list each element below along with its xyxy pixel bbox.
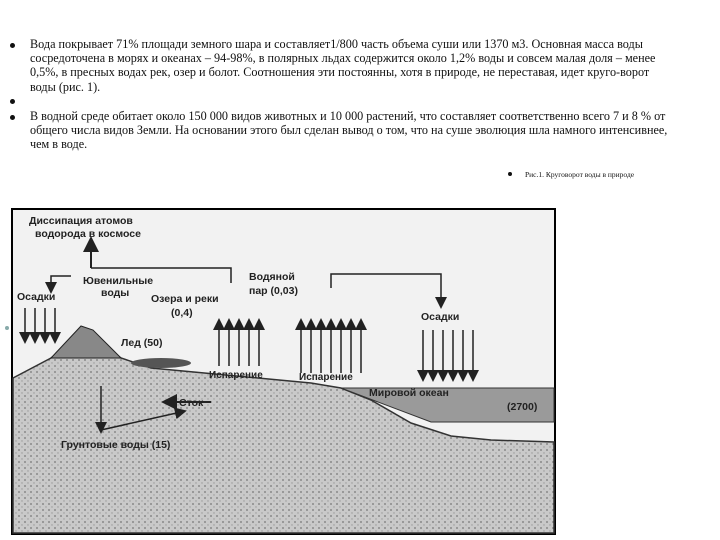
label-precip-left: Осадки	[17, 291, 56, 303]
label-lakes-1: Озера и реки	[151, 293, 219, 305]
paragraph-water-coverage: Вода покрывает 71% площади земного шара и составляет1/800 часть объема суши или 1370 м3. Основная масса воды сосредоточена в морях и океанах – 94-98%, в полярных льдах содержится около 1,2% воды и совсем малая доля – менее 0,5%, в пресных водах рек, озер и болот. Соотношения эти постоянны, хотя в природе, не переставая, идет круго-ворот воды (рис. 1).	[30, 37, 656, 94]
bullet-2	[10, 99, 15, 104]
label-juvenile-1: Ювенильные	[83, 275, 154, 287]
label-precip-right: Осадки	[421, 311, 460, 323]
bullet-caption	[508, 172, 512, 176]
bullet-4	[5, 326, 9, 330]
label-vapor-2: пар (0,03)	[249, 285, 298, 297]
bullet-1	[10, 43, 15, 48]
label-evap2: Испарение	[299, 372, 353, 383]
label-ocean: Мировой океан	[369, 387, 449, 399]
label-dissipation-1: Диссипация атомов	[29, 215, 133, 227]
water-cycle-figure	[11, 208, 556, 535]
label-vapor-1: Водяной	[249, 271, 295, 283]
water-cycle-diagram	[11, 208, 556, 535]
label-lakes-2: (0,4)	[171, 307, 193, 319]
paragraph-species: В водной среде обитает около 150 000 видов животных и 10 000 растений, что составляет соответственно всего 7 и 8 % от общего числа видов Земли. На основании этого был сделан вывод о том, что на суше эволюция шла намного интенсивнее, чем в воде.	[30, 109, 668, 152]
figure-caption: Рис.1. Круговорот воды в природе	[525, 170, 635, 179]
lake	[131, 358, 191, 368]
label-evap1: Испарение	[209, 370, 263, 381]
label-ocean-value: (2700)	[507, 401, 538, 413]
label-ice: Лед (50)	[121, 337, 163, 349]
label-groundwater: Грунтовые воды (15)	[61, 439, 171, 451]
label-juvenile-2: воды	[101, 287, 130, 299]
label-runoff: Сток	[179, 397, 204, 409]
label-dissipation-2: водорода в космосе	[35, 228, 141, 240]
bullet-3	[10, 115, 15, 120]
